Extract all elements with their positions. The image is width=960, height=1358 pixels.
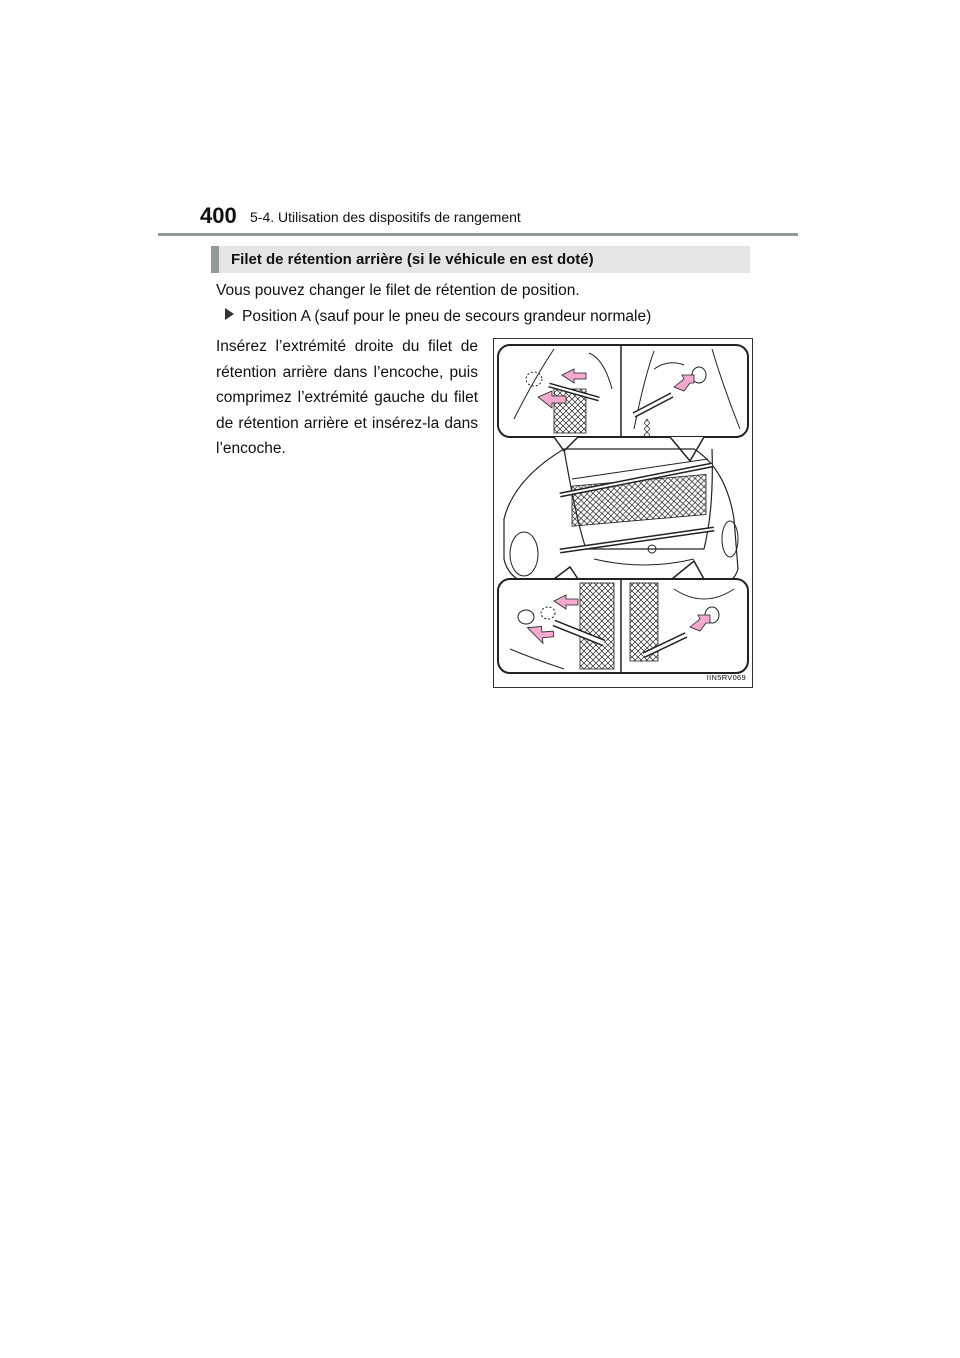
illustration-drawing — [494, 339, 752, 687]
bottom-detail-panel — [498, 579, 748, 673]
page-number: 400 — [200, 203, 237, 228]
vehicle-rear-view — [504, 449, 738, 587]
section-reference: 5-4. Utilisation des dispositifs de rangement — [250, 209, 521, 225]
position-item — [225, 308, 651, 326]
header-divider — [158, 233, 798, 236]
position-label: Position A (sauf pour le pneu de secours grandeur normale) — [242, 308, 652, 325]
cargo-net-illustration — [493, 338, 753, 688]
intro-paragraph: Vous pouvez changer le filet de rétention de position. — [216, 282, 580, 299]
figure-code: IIN5RV069 — [706, 673, 746, 682]
top-detail-panel — [498, 345, 748, 437]
bullet-triangle-icon — [225, 308, 234, 320]
section-heading-text: Filet de rétention arrière (si le véhicule en est doté) — [231, 251, 594, 268]
instruction-paragraph: Insérez l’extrémité droite du filet de rétention arrière dans l’encoche, puis comprimez l’extrémité gauche du filet de rétention arrière et insérez-la dans l’encoche. — [216, 338, 478, 458]
section-heading — [211, 246, 750, 273]
